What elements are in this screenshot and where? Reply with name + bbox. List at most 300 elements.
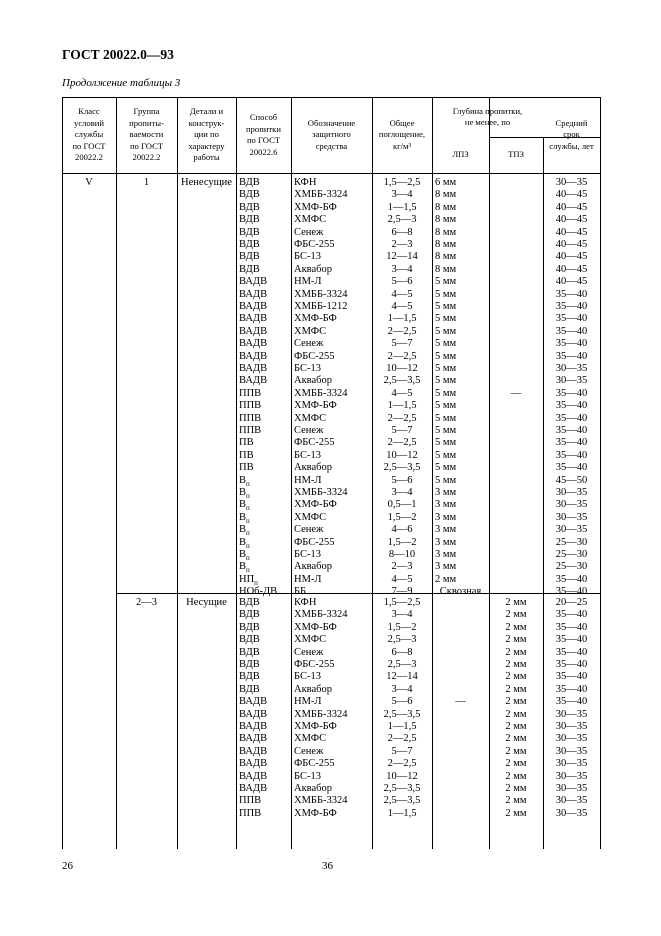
table-cell-oboznachenie: ХМФ-БФ bbox=[294, 313, 337, 325]
table-cell-lpz: 5 мм bbox=[435, 474, 457, 486]
table-cell-sposob bbox=[239, 462, 254, 474]
sposob-subscript: п bbox=[246, 492, 250, 501]
table-cell-srok: 30—35 bbox=[555, 807, 588, 819]
table-cell-tpz: 2 мм bbox=[505, 609, 527, 621]
table-cell-tpz: 2 мм bbox=[505, 621, 527, 633]
table-cell-lpz: 8 мм bbox=[435, 214, 457, 226]
table-cell-srok: 35—40 bbox=[555, 412, 588, 424]
table-cell-sposob bbox=[239, 597, 260, 609]
sposob-text: ВАДВ bbox=[239, 301, 268, 312]
table-cell-oboznachenie: ХМББ-3324 bbox=[294, 189, 348, 201]
sposob-text: В bbox=[239, 561, 247, 573]
table-cell-pogloshchenie: 5—6 bbox=[391, 474, 413, 486]
table-cell-pogloshchenie: 3—4 bbox=[391, 683, 413, 695]
table-cell-lpz: 6 мм bbox=[435, 177, 457, 188]
sposob-text: В bbox=[239, 474, 247, 486]
table-cell-srok: 35—40 bbox=[555, 288, 588, 300]
table-cell-tpz: 2 мм bbox=[505, 733, 527, 745]
table-cell-srok: 35—40 bbox=[555, 586, 588, 598]
table-cell-pogloshchenie: 10—12 bbox=[386, 770, 418, 782]
table-cell-lpz: 3 мм bbox=[435, 524, 457, 536]
table-cell-srok: 40—45 bbox=[555, 201, 588, 213]
group-divider bbox=[116, 593, 600, 594]
sposob-text: ВАДВ bbox=[239, 350, 268, 362]
table-cell-oboznachenie: ХМББ-3324 bbox=[294, 288, 348, 300]
table-cell-oboznachenie: ФБС-255 bbox=[294, 437, 335, 449]
table-cell-srok: 35—40 bbox=[555, 683, 588, 695]
table-cell-tpz: 2 мм bbox=[505, 783, 527, 794]
sposob-text: ВАДВ bbox=[239, 733, 268, 745]
table-cell-oboznachenie: НМ-Л bbox=[294, 696, 322, 708]
table-cell-lpz: Сквозная bbox=[439, 586, 482, 598]
sposob-text: В bbox=[239, 487, 247, 498]
sposob-text: ВДВ bbox=[239, 659, 260, 670]
column-line-3 bbox=[236, 97, 237, 849]
table-cell-oboznachenie: ФБС-255 bbox=[294, 659, 335, 670]
table-cell-srok: 30—35 bbox=[555, 524, 588, 536]
sposob-text: ВАДВ bbox=[239, 721, 268, 732]
table-cell-oboznachenie: ХМФС bbox=[294, 214, 327, 226]
table-cell-lpz: 5 мм bbox=[435, 375, 457, 387]
table-cell-pogloshchenie: 12—14 bbox=[386, 251, 418, 263]
table-cell-srok: 35—40 bbox=[555, 462, 588, 474]
table-cell-lpz: 3 мм bbox=[435, 536, 457, 548]
sposob-text: ВДВ bbox=[239, 671, 260, 683]
table-cell-pogloshchenie: 2,5—3 bbox=[387, 659, 417, 670]
table-cell-srok: 35—40 bbox=[555, 400, 588, 412]
table-cell-srok: 30—35 bbox=[555, 375, 588, 387]
table-cell-lpz: 3 мм bbox=[435, 511, 457, 523]
table-cell-pogloshchenie: 10—12 bbox=[386, 363, 418, 374]
table-cell-oboznachenie: НМ-Л bbox=[294, 474, 322, 486]
table-cell-pogloshchenie: 1,5—2 bbox=[387, 621, 417, 633]
table-cell-tpz: 2 мм bbox=[505, 671, 527, 683]
table-cell-lpz: 5 мм bbox=[435, 301, 457, 312]
table-cell-tpz: 2 мм bbox=[505, 721, 527, 732]
sposob-text: ППВ bbox=[239, 400, 262, 412]
sposob-text: ВАДВ bbox=[239, 708, 268, 720]
header-tpz bbox=[489, 149, 543, 161]
table-cell-tpz: 2 мм bbox=[505, 696, 527, 708]
table-cell-srok: 45—50 bbox=[555, 474, 588, 486]
table-cell-sposob bbox=[239, 425, 261, 437]
table-cell-sposob bbox=[239, 709, 267, 721]
table-cell-lpz: 5 мм bbox=[435, 325, 457, 337]
header-line: Класс bbox=[78, 106, 100, 117]
table-cell-pogloshchenie: 5—7 bbox=[391, 745, 413, 757]
table-cell-pogloshchenie: 2—2,5 bbox=[387, 412, 417, 424]
header-glubina bbox=[432, 106, 543, 129]
table-cell-sposob bbox=[239, 721, 267, 733]
header-divider bbox=[62, 173, 600, 174]
header-line: пропиты- bbox=[129, 117, 164, 128]
header-line: по ГОСТ bbox=[129, 140, 164, 151]
table-cell-detali: Ненесущие bbox=[181, 177, 232, 188]
sposob-text: ВДВ bbox=[239, 251, 260, 263]
header-line: по ГОСТ bbox=[246, 135, 281, 145]
table-cell-oboznachenie: БС-13 bbox=[294, 363, 321, 374]
table-cell-srok: 30—35 bbox=[555, 363, 588, 374]
table-cell-pogloshchenie: 1—1,5 bbox=[387, 201, 417, 213]
table-cell-srok: 35—40 bbox=[555, 387, 588, 399]
table-cell-pogloshchenie: 2—2,5 bbox=[387, 325, 417, 337]
table-cell-pogloshchenie: 8—10 bbox=[388, 549, 416, 560]
table-cell-oboznachenie: НМ-Л bbox=[294, 276, 322, 288]
data-table bbox=[62, 97, 600, 849]
table-cell-lpz: 8 мм bbox=[435, 201, 457, 213]
table-cell-lpz: 5 мм bbox=[435, 350, 457, 362]
table-cell-tpz: 2 мм bbox=[505, 807, 527, 819]
table-cell-srok: 30—35 bbox=[555, 733, 588, 745]
table-cell-pogloshchenie: 4—5 bbox=[391, 573, 413, 585]
table-cell-oboznachenie: ХМФС bbox=[294, 733, 327, 745]
sposob-subscript: п bbox=[254, 578, 258, 587]
header-line: Общее bbox=[389, 117, 415, 128]
header-line: Средний bbox=[555, 117, 588, 128]
table-cell-srok: 30—35 bbox=[555, 758, 588, 770]
table-cell-lpz: 5 мм bbox=[435, 400, 457, 412]
sposob-text: ВАДВ bbox=[239, 745, 268, 757]
column-line-9 bbox=[600, 97, 601, 849]
table-cell-sposob bbox=[239, 227, 260, 239]
table-cell-tpz: 2 мм bbox=[505, 634, 527, 646]
sposob-text: ВДВ bbox=[239, 609, 260, 621]
table-cell-tpz-dash: — bbox=[510, 387, 522, 399]
column-line-2 bbox=[177, 97, 178, 849]
sposob-text: В bbox=[239, 549, 247, 560]
sposob-text: ППВ bbox=[239, 807, 262, 819]
table-cell-pogloshchenie: 0,5—1 bbox=[387, 499, 417, 511]
table-cell-srok: 35—40 bbox=[555, 609, 588, 621]
table-cell-srok: 25—30 bbox=[555, 561, 588, 573]
table-cell-pogloshchenie: 1—1,5 bbox=[387, 400, 417, 412]
table-cell-pogloshchenie: 2—3 bbox=[391, 239, 413, 250]
table-cell-oboznachenie: Аквабор bbox=[294, 375, 333, 387]
table-cell-pogloshchenie: 4—5 bbox=[391, 301, 413, 312]
table-cell-oboznachenie: ХМФ-БФ bbox=[294, 400, 337, 412]
table-cell-oboznachenie: БС-13 bbox=[294, 770, 321, 782]
header-oboznachenie bbox=[291, 118, 372, 153]
header-line: Детали и bbox=[189, 106, 224, 117]
table-cell-tpz: 2 мм bbox=[505, 683, 527, 695]
sposob-text: ВДВ bbox=[239, 597, 260, 608]
table-cell-sposob bbox=[239, 696, 267, 708]
table-cell-lpz: 3 мм bbox=[435, 499, 457, 511]
header-line: Способ bbox=[249, 112, 278, 122]
header-klass bbox=[62, 106, 116, 164]
table-cell-lpz-dash: — bbox=[455, 696, 466, 708]
table-cell-pogloshchenie: 3—4 bbox=[391, 189, 413, 201]
table-cell-pogloshchenie: 6—8 bbox=[391, 646, 413, 658]
table-cell-sposob bbox=[239, 671, 260, 683]
table-cell-lpz: 5 мм bbox=[435, 449, 457, 461]
table-cell-tpz: 2 мм bbox=[505, 659, 527, 670]
header-sposob bbox=[236, 112, 291, 158]
table-cell-pogloshchenie: 5—7 bbox=[391, 425, 413, 436]
table-cell-sposob bbox=[239, 388, 261, 400]
table-cell-srok: 35—40 bbox=[555, 425, 588, 436]
table-cell-pogloshchenie: 6—8 bbox=[391, 226, 413, 238]
header-detali bbox=[177, 106, 236, 164]
table-cell-oboznachenie: Сенеж bbox=[294, 524, 324, 536]
table-cell-srok: 30—35 bbox=[555, 499, 588, 511]
table-cell-srok: 30—35 bbox=[555, 783, 588, 794]
table-cell-oboznachenie: КФН bbox=[294, 177, 317, 188]
sposob-text: ВДВ bbox=[239, 201, 260, 213]
table-cell-tpz: 2 мм bbox=[505, 646, 527, 658]
sposob-text: ВДВ bbox=[239, 646, 260, 658]
table-cell-lpz: 5 мм bbox=[435, 276, 457, 288]
sposob-text: ВАДВ bbox=[239, 375, 268, 387]
header-line: защитного bbox=[312, 129, 351, 140]
table-cell-oboznachenie: Сенеж bbox=[294, 745, 324, 757]
table-cell-sposob bbox=[239, 326, 267, 338]
header-line: работы bbox=[193, 152, 220, 163]
table-cell-lpz: 5 мм bbox=[435, 462, 457, 474]
sposob-text: ВАДВ bbox=[239, 338, 268, 350]
table-cell-oboznachenie: БС-13 bbox=[294, 549, 321, 560]
sposob-text: НОб-ДВ bbox=[239, 586, 278, 598]
table-cell-sposob bbox=[239, 351, 267, 363]
table-cell-srok: 40—45 bbox=[555, 226, 588, 238]
table-cell-pogloshchenie: 1—1,5 bbox=[387, 313, 417, 325]
table-cell-srok: 35—40 bbox=[555, 437, 588, 449]
table-cell-sposob bbox=[239, 313, 267, 325]
table-cell-srok: 35—40 bbox=[555, 671, 588, 683]
sposob-text: ВАДВ bbox=[239, 313, 268, 325]
table-cell-srok: 35—40 bbox=[555, 313, 588, 325]
table-cell-pogloshchenie: 10—12 bbox=[386, 449, 418, 461]
table-cell-sposob bbox=[239, 375, 267, 387]
table-cell-pogloshchenie: 2,5—3,5 bbox=[383, 708, 421, 720]
table-cell-sposob bbox=[239, 437, 254, 449]
table-cell-srok: 35—40 bbox=[555, 696, 588, 708]
table-cell-srok: 35—40 bbox=[555, 301, 588, 312]
table-cell-sposob bbox=[239, 659, 260, 671]
table-cell-lpz: 5 мм bbox=[435, 363, 457, 374]
table-cell-oboznachenie: ФБС-255 bbox=[294, 350, 335, 362]
sposob-text: ВДВ bbox=[239, 239, 260, 250]
table-cell-oboznachenie: КФН bbox=[294, 597, 317, 608]
header-line: 20022.2 bbox=[75, 152, 103, 163]
table-cell-srok: 30—35 bbox=[555, 708, 588, 720]
table-cell-pogloshchenie: 2—2,5 bbox=[387, 437, 417, 449]
table-cell-pogloshchenie: 12—14 bbox=[386, 671, 418, 683]
header-line: поглощение, bbox=[378, 129, 426, 140]
table-cell-pogloshchenie: 2—2,5 bbox=[387, 733, 417, 745]
header-line: службы, лет bbox=[549, 140, 594, 151]
table-cell-pogloshchenie: 5—6 bbox=[391, 276, 413, 288]
sposob-text: ВДВ bbox=[239, 621, 260, 633]
header-line: 20022.2 bbox=[132, 152, 161, 163]
table-cell-oboznachenie: ХМББ-3324 bbox=[294, 795, 348, 807]
table-cell-pogloshchenie: 1—1,5 bbox=[387, 807, 417, 819]
sposob-text: ВДВ bbox=[239, 177, 260, 188]
table-cell-lpz: 2 мм bbox=[435, 573, 457, 585]
table-cell-pogloshchenie: 4—6 bbox=[391, 524, 413, 536]
table-cell-sposob bbox=[239, 363, 267, 375]
table-cell-oboznachenie: БС-13 bbox=[294, 671, 321, 683]
header-line: ТПЗ bbox=[508, 149, 524, 160]
table-cell-oboznachenie: ХМББ-1212 bbox=[294, 301, 348, 312]
table-cell-sposob bbox=[239, 264, 260, 276]
table-cell-lpz: 5 мм bbox=[435, 387, 457, 399]
header-line: 20022.6 bbox=[249, 146, 278, 157]
header-line: пропитки bbox=[246, 123, 281, 134]
table-cell-oboznachenie: НМ-Л bbox=[294, 573, 322, 585]
table-cell-oboznachenie: ФБС-255 bbox=[294, 758, 335, 770]
table-cell-pogloshchenie: 2,5—3 bbox=[387, 214, 417, 226]
header-line: характеру bbox=[188, 140, 225, 151]
table-cell-srok: 30—35 bbox=[555, 770, 588, 782]
column-line-1 bbox=[116, 97, 117, 849]
column-line-6 bbox=[432, 97, 433, 849]
sposob-subscript: п bbox=[246, 504, 250, 513]
table-cell-srok: 30—35 bbox=[555, 511, 588, 523]
header-srok bbox=[543, 118, 600, 153]
table-cell-srok: 35—40 bbox=[555, 646, 588, 658]
sposob-subscript: п bbox=[246, 529, 250, 538]
column-line-0 bbox=[62, 97, 63, 849]
table-cell-oboznachenie: Сенеж bbox=[294, 425, 324, 436]
header-line: срок bbox=[563, 129, 580, 140]
table-cell-sposob bbox=[239, 189, 260, 201]
table-cell-pogloshchenie: 2—2,5 bbox=[387, 350, 417, 362]
column-line-4 bbox=[291, 97, 292, 849]
sposob-text: ВДВ bbox=[239, 263, 260, 275]
table-cell-srok: 35—40 bbox=[555, 449, 588, 461]
table-cell-lpz: 8 мм bbox=[435, 226, 457, 238]
sposob-text: ППВ bbox=[239, 412, 262, 424]
table-cell-srok: 35—40 bbox=[555, 338, 588, 350]
table-cell-oboznachenie: ХМББ-3324 bbox=[294, 708, 348, 720]
table-cell-lpz: 8 мм bbox=[435, 263, 457, 275]
table-cell-sposob bbox=[239, 808, 261, 820]
table-cell-sposob bbox=[239, 177, 260, 189]
table-cell-srok: 35—40 bbox=[555, 659, 588, 670]
sposob-text: ВДВ bbox=[239, 189, 260, 201]
sposob-text: ВДВ bbox=[239, 683, 260, 695]
table-cell-oboznachenie: ХМФ-БФ bbox=[294, 807, 337, 819]
header-line: по ГОСТ bbox=[72, 140, 106, 151]
table-cell-pogloshchenie: 3—4 bbox=[391, 263, 413, 275]
table-cell-srok: 35—40 bbox=[555, 621, 588, 633]
page-number-center: 36 bbox=[322, 860, 333, 872]
table-cell-srok: 30—35 bbox=[555, 795, 588, 807]
table-cell-srok: 40—45 bbox=[555, 276, 588, 288]
table-cell-sposob bbox=[239, 450, 254, 462]
table-cell-tpz: 2 мм bbox=[505, 770, 527, 782]
header-line: не менее, по bbox=[464, 117, 511, 127]
sposob-text: ПВ bbox=[239, 437, 254, 449]
table-cell-srok: 40—45 bbox=[555, 251, 588, 263]
sposob-text: ВАДВ bbox=[239, 696, 268, 708]
sposob-text: В bbox=[239, 536, 247, 548]
table-cell-sposob bbox=[239, 214, 260, 226]
table-cell-sposob bbox=[239, 289, 267, 301]
table-cell-oboznachenie: ХМФС bbox=[294, 412, 327, 424]
table-cell-pogloshchenie: 4—5 bbox=[391, 288, 413, 300]
table-cell-oboznachenie: ХМФ-БФ bbox=[294, 621, 337, 633]
sposob-text: ВАДВ bbox=[239, 363, 268, 374]
table-cell-srok: 35—40 bbox=[555, 573, 588, 585]
sposob-text: ПВ bbox=[239, 449, 254, 461]
table-cell-oboznachenie: Сенеж bbox=[294, 226, 324, 238]
header-line: службы bbox=[74, 129, 104, 140]
table-cell-tpz: 2 мм bbox=[505, 597, 527, 608]
table-cell-pogloshchenie: 3—4 bbox=[391, 487, 413, 498]
sposob-subscript: п bbox=[246, 479, 250, 488]
table-cell-pogloshchenie: 5—6 bbox=[391, 696, 413, 708]
document-title: ГОСТ 20022.0—93 bbox=[62, 47, 174, 62]
table-cell-oboznachenie: ХМФС bbox=[294, 634, 327, 646]
sposob-text: В bbox=[239, 511, 247, 523]
sposob-text: ВАДВ bbox=[239, 276, 268, 288]
table-cell-oboznachenie: БС-13 bbox=[294, 251, 321, 263]
sposob-subscript: п bbox=[246, 554, 250, 563]
sposob-text: В bbox=[239, 524, 247, 536]
table-cell-oboznachenie: ББ bbox=[294, 586, 307, 598]
header-line: кг/м³ bbox=[392, 140, 412, 151]
table-cell-oboznachenie: ХМББ-3324 bbox=[294, 609, 348, 621]
sposob-text: ППВ bbox=[239, 387, 262, 399]
table-cell-lpz: 3 мм bbox=[435, 549, 457, 560]
table-cell-oboznachenie: Аквабор bbox=[294, 783, 333, 794]
table-cell-sposob bbox=[239, 609, 260, 621]
sposob-text: ВАДВ bbox=[239, 770, 268, 782]
table-cell-sposob bbox=[239, 276, 267, 288]
table-cell-sposob bbox=[239, 251, 260, 263]
header-lpz bbox=[432, 149, 489, 161]
header-pogloshchenie bbox=[372, 118, 432, 153]
sposob-text: ВДВ bbox=[239, 214, 260, 226]
table-cell-sposob bbox=[239, 202, 260, 214]
sposob-subscript: п bbox=[246, 566, 250, 575]
sposob-text: ВАДВ bbox=[239, 325, 268, 337]
table-cell-pogloshchenie: 1,5—2,5 bbox=[383, 597, 421, 608]
table-cell-pogloshchenie: 2,5—3,5 bbox=[383, 795, 421, 807]
table-cell-sposob bbox=[239, 338, 267, 350]
table-cell-pogloshchenie: 1—1,5 bbox=[387, 721, 417, 732]
table-cell-pogloshchenie: 3—4 bbox=[391, 609, 413, 621]
header-line: ции по bbox=[194, 129, 219, 140]
table-cell-srok: 25—30 bbox=[555, 536, 588, 548]
table-cell-pogloshchenie: 2—3 bbox=[391, 561, 413, 573]
table-cell-oboznachenie: Аквабор bbox=[294, 561, 333, 573]
table-cell-srok: 35—40 bbox=[555, 325, 588, 337]
sposob-text: ВДВ bbox=[239, 226, 260, 238]
table-cell-oboznachenie: ХМББ-3324 bbox=[294, 487, 348, 498]
table-cell-srok: 40—45 bbox=[555, 263, 588, 275]
table-cell-oboznachenie: ФБС-255 bbox=[294, 239, 335, 250]
table-cell-tpz: 2 мм bbox=[505, 745, 527, 757]
table-cell-lpz: 5 мм bbox=[435, 412, 457, 424]
header-line: средства bbox=[315, 140, 348, 151]
table-cell-srok: 30—35 bbox=[555, 745, 588, 757]
table-cell-tpz: 2 мм bbox=[505, 795, 527, 807]
table-cell-srok: 35—40 bbox=[555, 350, 588, 362]
table-cell-lpz: 5 мм bbox=[435, 313, 457, 325]
table-cell-oboznachenie: БС-13 bbox=[294, 449, 321, 461]
header-gruppa bbox=[116, 106, 177, 164]
sposob-text: ППВ bbox=[239, 425, 262, 436]
table-cell-sposob bbox=[239, 783, 267, 795]
table-cell-oboznachenie: ХМФ-БФ bbox=[294, 721, 337, 732]
table-border-top bbox=[62, 97, 600, 98]
table-cell-sposob bbox=[239, 733, 267, 745]
table-cell-sposob bbox=[239, 301, 267, 313]
table-cell-srok: 25—30 bbox=[555, 549, 588, 560]
